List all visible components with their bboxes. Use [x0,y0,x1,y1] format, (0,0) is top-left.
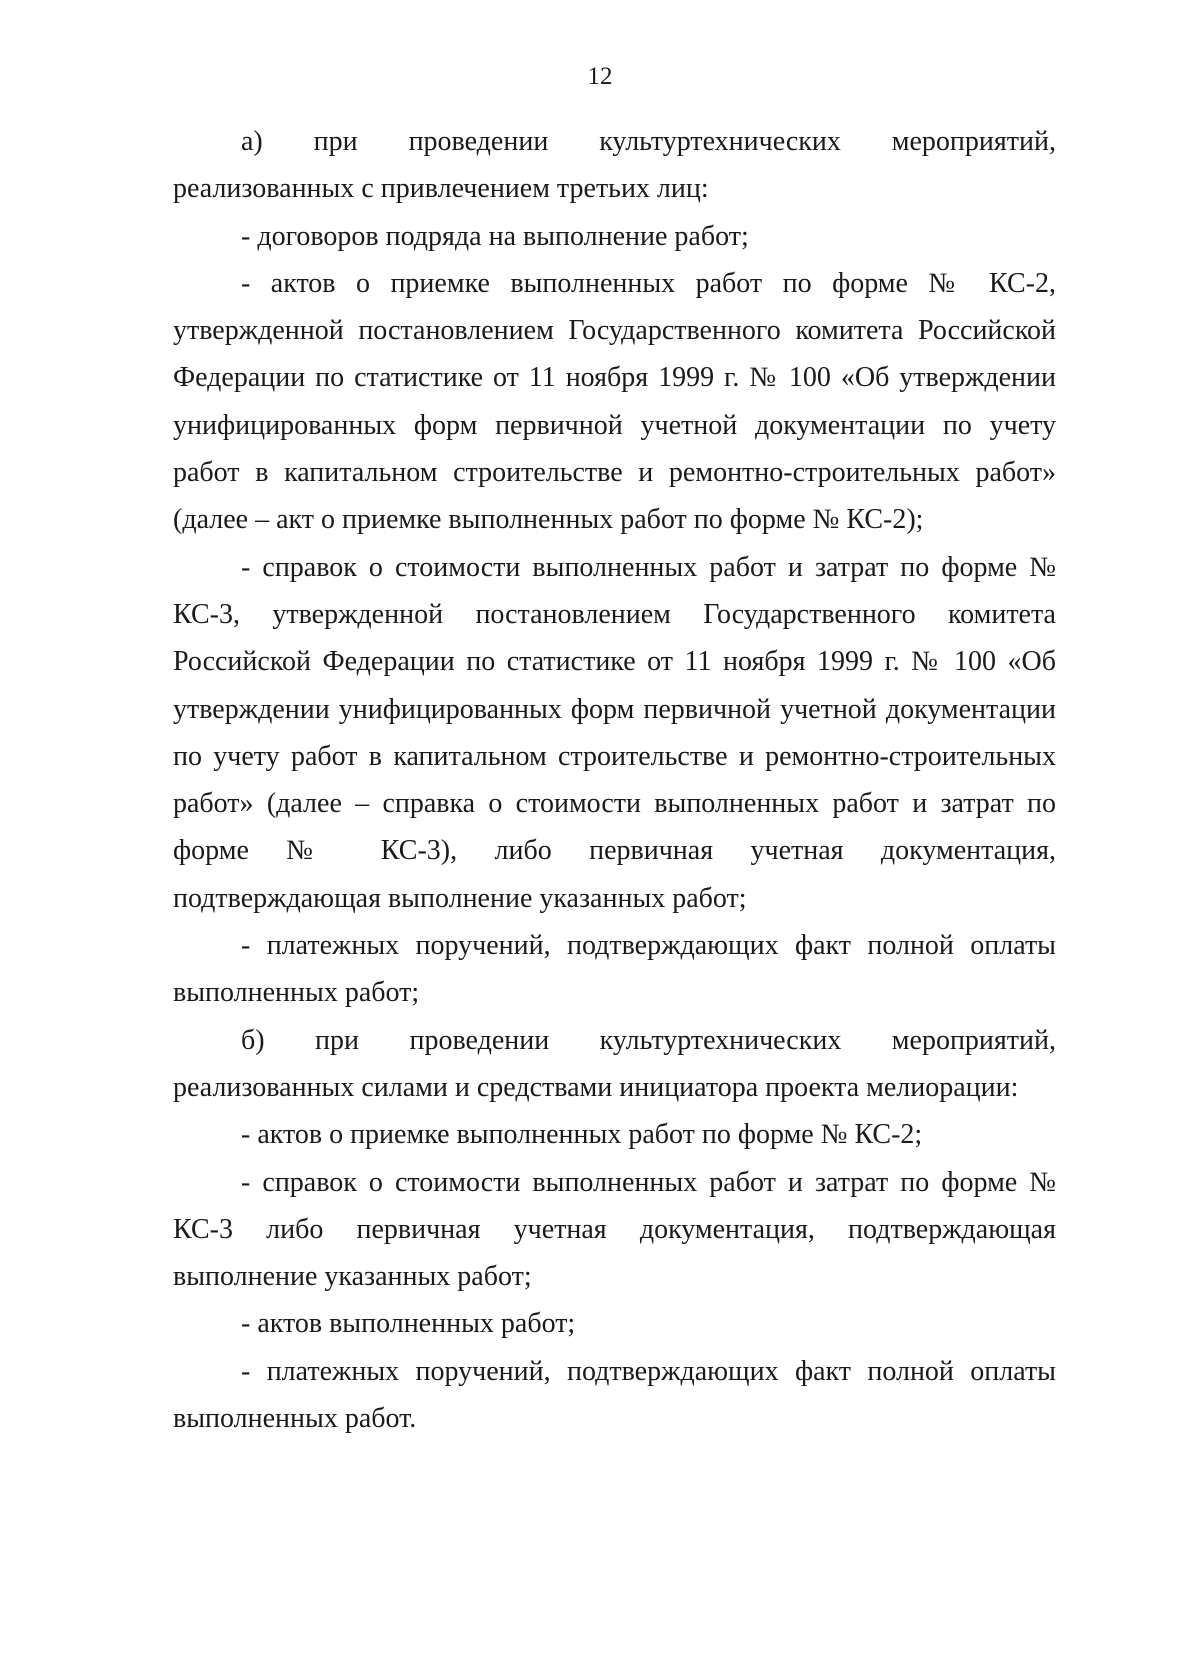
list-item-ks3-certificates: - справок о стоимости выполненных работ и затрат по форме № КС-3, утвержденной постановлением Государственного комитета Российской Федерации по статистике от 11 ноября 1999 г. № 100 «Об утверждении унифицированных форм первичной учетной документации по учету работ в капитальном строительстве и ремонтно-строительных работ» (далее – справка о стоимости выполненных работ и затрат по форме № КС-3), либо первичная учетная документация, подтверждающая выполнение указанных работ; [173,551,1056,914]
list-item-completion-acts: - актов выполненных работ; [241,1308,576,1340]
list-item-ks3-certificates-b: - справок о стоимости выполненных работ и затрат по форме № КС-3 либо первичная учетная документация, подтверждающая выполнение указанных работ; [173,1166,1056,1293]
list-item-ks2-acts-b: - актов о приемке выполненных работ по форме № КС-2; [241,1119,923,1151]
page-number: 12 [587,63,613,90]
document-body [173,118,1056,1442]
list-item-ks2-acts: - актов о приемке выполненных работ по форме № КС-2, утвержденной постановлением Государственного комитета Российской Федерации по статистике от 11 ноября 1999 г. № 100 «Об утверждении унифицированных форм первичной учетной документации по учету работ в капитальном строительстве и ремонтно-строительных работ» (далее – акт о приемке выполненных работ по форме № КС-2); [173,267,1056,536]
list-item-contracts: - договоров подряда на выполнение работ; [241,220,749,252]
list-item-payment-orders-b: - платежных поручений, подтверждающих факт полной оплаты выполненных работ. [173,1355,1056,1435]
paragraph-b-intro: б) при проведении культуртехнических мероприятий, реализованных силами и средствами инициатора проекта мелиорации: [173,1024,1056,1103]
list-item-payment-orders: - платежных поручений, подтверждающих факт полной оплаты выполненных работ; [173,930,1056,1009]
paragraph-a-intro: а) при проведении культуртехнических мероприятий, реализованных с привлечением третьих лиц: [173,126,1056,205]
